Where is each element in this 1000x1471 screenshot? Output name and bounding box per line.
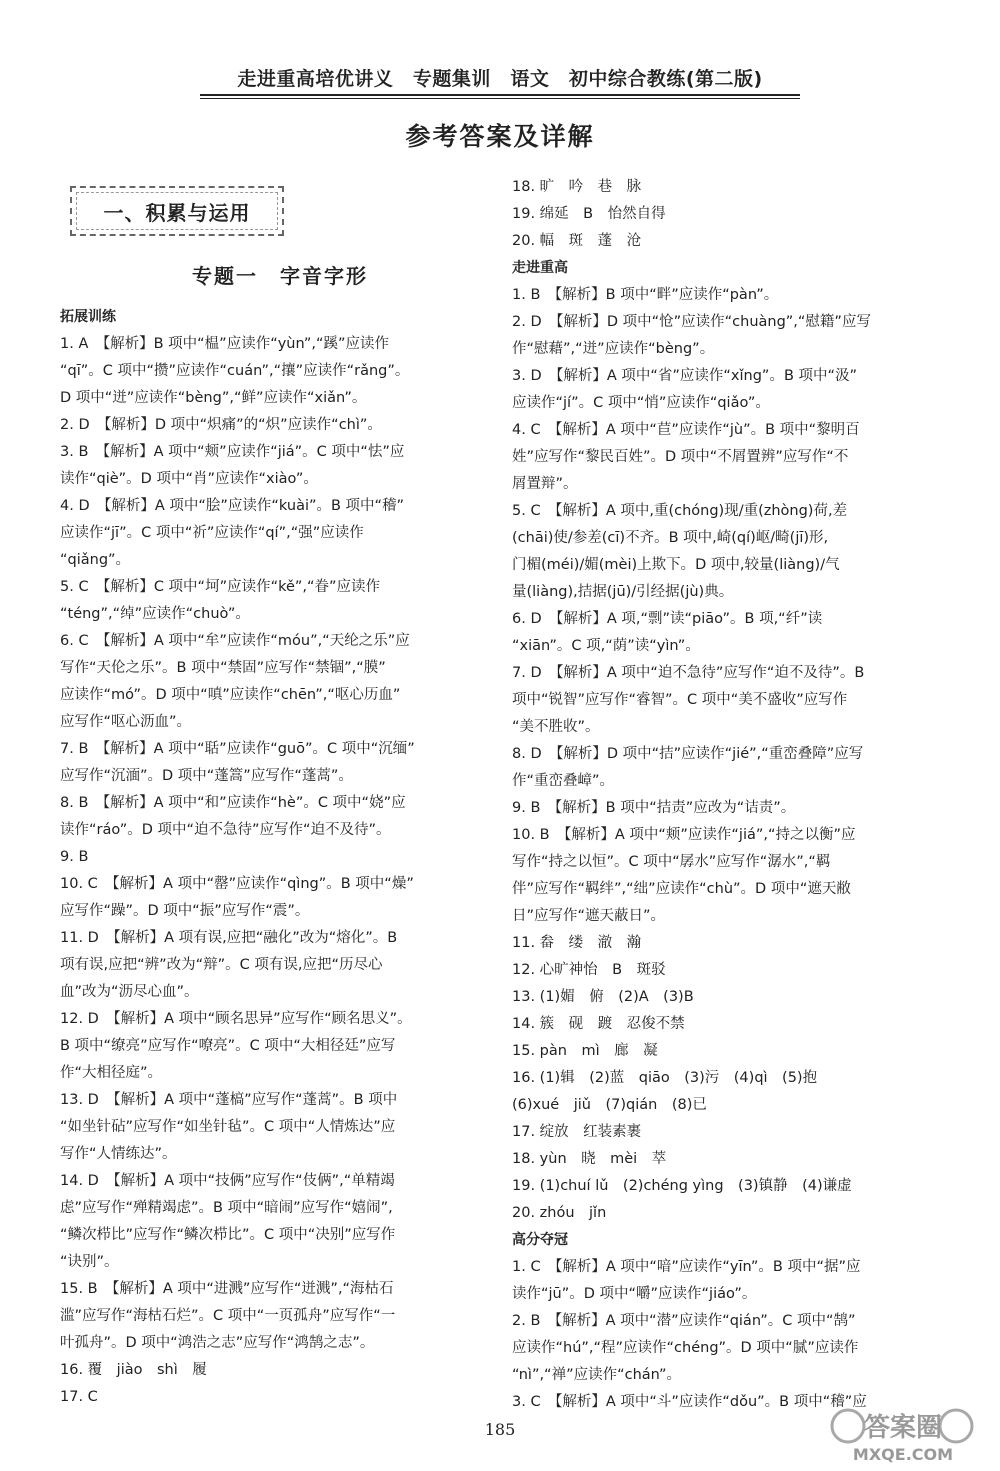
answer-line: 2. D 【解析】D 项中“炽痛”的“炽”应读作“chì”。 (60, 417, 382, 433)
answer-line: 15. pàn mì 廊 凝 (512, 1043, 658, 1059)
answer-line: 1. C 【解析】A 项中“喑”应读作“yīn”。B 项中“据”应 (512, 1259, 861, 1275)
answer-line: 虑”应写作“殚精竭虑”。B 项中“暗闹”应写作“嬉闹”, (60, 1200, 393, 1216)
answer-line: “诀别”。 (60, 1254, 119, 1270)
answer-line: “如坐针砧”应写作“如坐针毡”。C 项中“人情炼达”应 (60, 1119, 396, 1135)
answer-line: 2. B 【解析】A 项中“潜”应读作“qián”。C 项中“鹄” (512, 1313, 856, 1329)
subhead-expansion: 拓展训练 (60, 309, 116, 325)
answer-line: 3. B 【解析】A 项中“颊”应读作“jiá”。C 项中“怯”应 (60, 444, 405, 460)
answer-line: 19. 绵延 B 怡然自得 (512, 206, 666, 222)
section-heading-box (70, 186, 284, 236)
answer-line: 3. C 【解析】A 项中“斗”应读作“dǒu”。B 项中“稽”应 (512, 1394, 867, 1410)
answer-line: 姓”应写作“黎民百姓”。D 项中“不屑置辨”应写作“不 (512, 449, 849, 465)
answer-line: 4. C 【解析】A 项中“苣”应读作“jù”。B 项中“黎明百 (512, 422, 860, 438)
answer-line: 血”改为“沥尽心血”。 (60, 984, 199, 1000)
subhead-gaofen: 高分夺冠 (512, 1232, 568, 1248)
answer-line: 14. 簇 砚 踱 忍俊不禁 (512, 1016, 685, 1032)
answer-line: D 项中“迸”应读作“bèng”,“鲜”应读作“xiǎn”。 (60, 390, 367, 406)
answer-line: 18. 旷 吟 巷 脉 (512, 179, 642, 195)
left-answer-lines (60, 331, 472, 1411)
answer-line: 读作“ráo”。D 项中“迫不急待”应写作“迫不及待”。 (60, 822, 391, 838)
header-rule-thin (200, 98, 800, 99)
answer-line: 写作“持之以恒”。C 项中“孱水”应写作“潺水”,“羁 (512, 854, 831, 870)
answer-line: 16. 覆 jiào shì 履 (60, 1362, 207, 1378)
answer-line: 12. 心旷神怡 B 斑驳 (512, 962, 666, 978)
answer-line: 10. B 【解析】A 项中“颊”应读作“jiá”,“持之以衡”应 (512, 827, 856, 843)
answer-line: 应读作“mó”。D 项中“嗔”应读作“chēn”,“呕心历血” (60, 687, 401, 703)
watermark-url: MXQE.COM (852, 1445, 954, 1464)
answer-line: 9. B (60, 849, 89, 865)
page-number: 185 (484, 1420, 516, 1439)
header-rule (200, 94, 800, 96)
answer-line: 8. D 【解析】D 项中“拮”应读作“jié”,“重峦叠障”应写 (512, 746, 864, 762)
answer-line: 17. C (60, 1389, 98, 1405)
answer-line: 滥”应写作“海枯石烂”。C 项中“一页孤舟”应写作“一 (60, 1308, 396, 1324)
answer-line: 写作“天伦之乐”。B 项中“禁固”应写作“禁锢”,“膜” (60, 660, 386, 676)
answer-line: “téng”,“绰”应读作“chuò”。 (60, 606, 250, 622)
topic-title: 专题一 字音字形 (192, 264, 368, 288)
answer-line: 8. B 【解析】A 项中“和”应读作“hè”。C 项中“娆”应 (60, 795, 406, 811)
running-header: 走进重高培优讲义 专题集训 语文 初中综合教练(第二版) (237, 68, 763, 90)
subhead-zoujin: 走进重高 (512, 260, 568, 276)
answer-line: 写作“人情练达”。 (60, 1146, 177, 1162)
answer-line: 读作“qiè”。D 项中“肖”应读作“xiào”。 (60, 471, 318, 487)
answer-line: (6)xué jiǔ (7)qián (8)已 (512, 1097, 707, 1113)
answer-line: “美不胜收”。 (512, 719, 600, 735)
answer-line: 10. C 【解析】A 项中“罄”应读作“qìng”。B 项中“燥” (60, 876, 414, 892)
answer-line: 14. D 【解析】A 项中“技俩”应写作“伎俩”,“单精竭 (60, 1173, 395, 1189)
answer-line: 7. B 【解析】A 项中“聒”应读作“guō”。C 项中“沉缅” (60, 741, 415, 757)
answer-line: 作“重峦叠嶂”。 (512, 773, 615, 789)
answer-line: 应读作“jí”。C 项中“悄”应读作“qiǎo”。 (512, 395, 770, 411)
answer-line: 1. A 【解析】B 项中“榅”应读作“yùn”,“蹊”应读作 (60, 336, 390, 352)
page-title: 参考答案及详解 (405, 122, 595, 151)
answer-line: 12. D 【解析】A 项中“顾名思异”应写作“顾名思义”。 (60, 1011, 412, 1027)
answer-line: 应读作“hú”,“程”应读作“chéng”。D 项中“腻”应读作 (512, 1340, 859, 1356)
answer-line: 伴”应写作“羁绊”,“绌”应读作“chù”。D 项中“遮天敝 (512, 881, 851, 897)
answer-line: (chāi)使/参差(cī)不齐。B 项中,崎(qí)岖/畸(jī)形, (512, 530, 829, 546)
answer-line: “xiān”。C 项,“荫”读“yìn”。 (512, 638, 700, 654)
answer-line: 13. (1)媚 俯 (2)A (3)B (512, 989, 694, 1005)
answer-line: 4. D 【解析】A 项中“脍”应读作“kuài”。B 项中“稽” (60, 498, 405, 514)
answer-line: 16. (1)辑 (2)蓝 qiāo (3)污 (4)qì (5)抱 (512, 1070, 818, 1086)
answer-line: 日”应写作“遮天蔽日”。 (512, 908, 666, 924)
answer-line: 20. zhóu jǐn (512, 1205, 607, 1221)
answer-line: “nì”,“禅”应读作“chán”。 (512, 1367, 682, 1383)
answer-line: 门楣(méi)/媚(mèi)上欺下。D 项中,较量(liàng)/气 (512, 557, 840, 573)
answer-line: 1. B 【解析】B 项中“畔”应读作“pàn”。 (512, 287, 779, 303)
answer-line: 应写作“沉湎”。D 项中“蓬篙”应写作“蓬蒿”。 (60, 768, 353, 784)
answer-line: 5. C 【解析】C 项中“坷”应读作“kě”,“眷”应读作 (60, 579, 381, 595)
section-heading: 一、积累与运用 (76, 192, 278, 230)
answer-line: 18. yùn 晓 mèi 萃 (512, 1151, 667, 1167)
answer-line: “鳞次栉比”应写作“鳞次栉比”。C 项中“决别”应写作 (60, 1227, 396, 1243)
left-column (60, 304, 472, 1411)
watermark-text: 答案圈 (863, 1413, 943, 1443)
answer-line: 13. D 【解析】A 项中“蓬槁”应写作“蓬蒿”。B 项中 (60, 1092, 398, 1108)
answer-line: 17. 绽放 红装素裹 (512, 1124, 642, 1140)
answer-line: 11. D 【解析】A 项有误,应把“融化”改为“熔化”。B (60, 930, 398, 946)
answer-line: B 项中“缭亮”应写作“嘹亮”。C 项中“大相径廷”应写 (60, 1038, 396, 1054)
answer-line: 作“大相径庭”。 (60, 1065, 163, 1081)
answer-line: 7. D 【解析】A 项中“迫不急待”应写作“迫不及待”。B (512, 665, 865, 681)
right-pre-lines (512, 174, 932, 255)
answer-line: 2. D 【解析】D 项中“怆”应读作“chuàng”,“慰籍”应写 (512, 314, 871, 330)
answer-line: 应写作“呕心沥血”。 (60, 714, 192, 730)
answer-line: 6. D 【解析】A 项,“剽”读“piāo”。B 项,“纤”读 (512, 611, 823, 627)
zoujin-answer-lines (512, 282, 932, 1227)
answer-line: “qiǎng”。 (60, 552, 131, 568)
answer-line: 20. 幅 斑 蓬 沧 (512, 233, 642, 249)
answer-line: 3. D 【解析】A 项中“省”应读作“xǐng”。B 项中“汲” (512, 368, 858, 384)
right-column (512, 174, 932, 1416)
answer-line: 应读作“jī”。C 项中“祈”应读作“qí”,“强”应读作 (60, 525, 364, 541)
answer-line: 项中“锐智”应写作“睿智”。C 项中“美不盛收”应写作 (512, 692, 848, 708)
answer-line: 读作“jū”。D 项中“嚼”应读作“jiáo”。 (512, 1286, 757, 1302)
answer-line: 屑置辩”。 (512, 476, 578, 492)
answer-line: 11. 畚 缕 澈 瀚 (512, 935, 642, 951)
answer-line: “qī”。C 项中“攒”应读作“cuán”,“攘”应读作“rǎng”。 (60, 363, 410, 379)
answer-line: 15. B 【解析】A 项中“进溅”应写作“迸溅”,“海枯石 (60, 1281, 394, 1297)
answer-line: 19. (1)chuí lǔ (2)chéng yìng (3)镇静 (4)谦虚 (512, 1178, 852, 1194)
gaofen-answer-lines (512, 1254, 932, 1416)
answer-line: 项有误,应把“辨”改为“辩”。C 项有误,应把“历尽心 (60, 957, 383, 973)
answer-line: 5. C 【解析】A 项中,重(chóng)现/重(zhòng)荷,差 (512, 503, 848, 519)
watermark-logo (828, 1402, 978, 1464)
answer-line: 应写作“躁”。D 项中“振”应写作“震”。 (60, 903, 310, 919)
answer-line: 9. B 【解析】B 项中“拮责”应改为“诘责”。 (512, 800, 796, 816)
answer-line: 叶孤舟”。D 项中“鸿浩之志”应写作“鸿鹄之志”。 (60, 1335, 375, 1351)
answer-line: 量(liàng),拮据(jū)/引经据(jù)典。 (512, 584, 734, 600)
answer-line: 作“慰藉”,“迸”应读作“bèng”。 (512, 341, 715, 357)
answer-line: 6. C 【解析】A 项中“牟”应读作“móu”,“天纶之乐”应 (60, 633, 410, 649)
